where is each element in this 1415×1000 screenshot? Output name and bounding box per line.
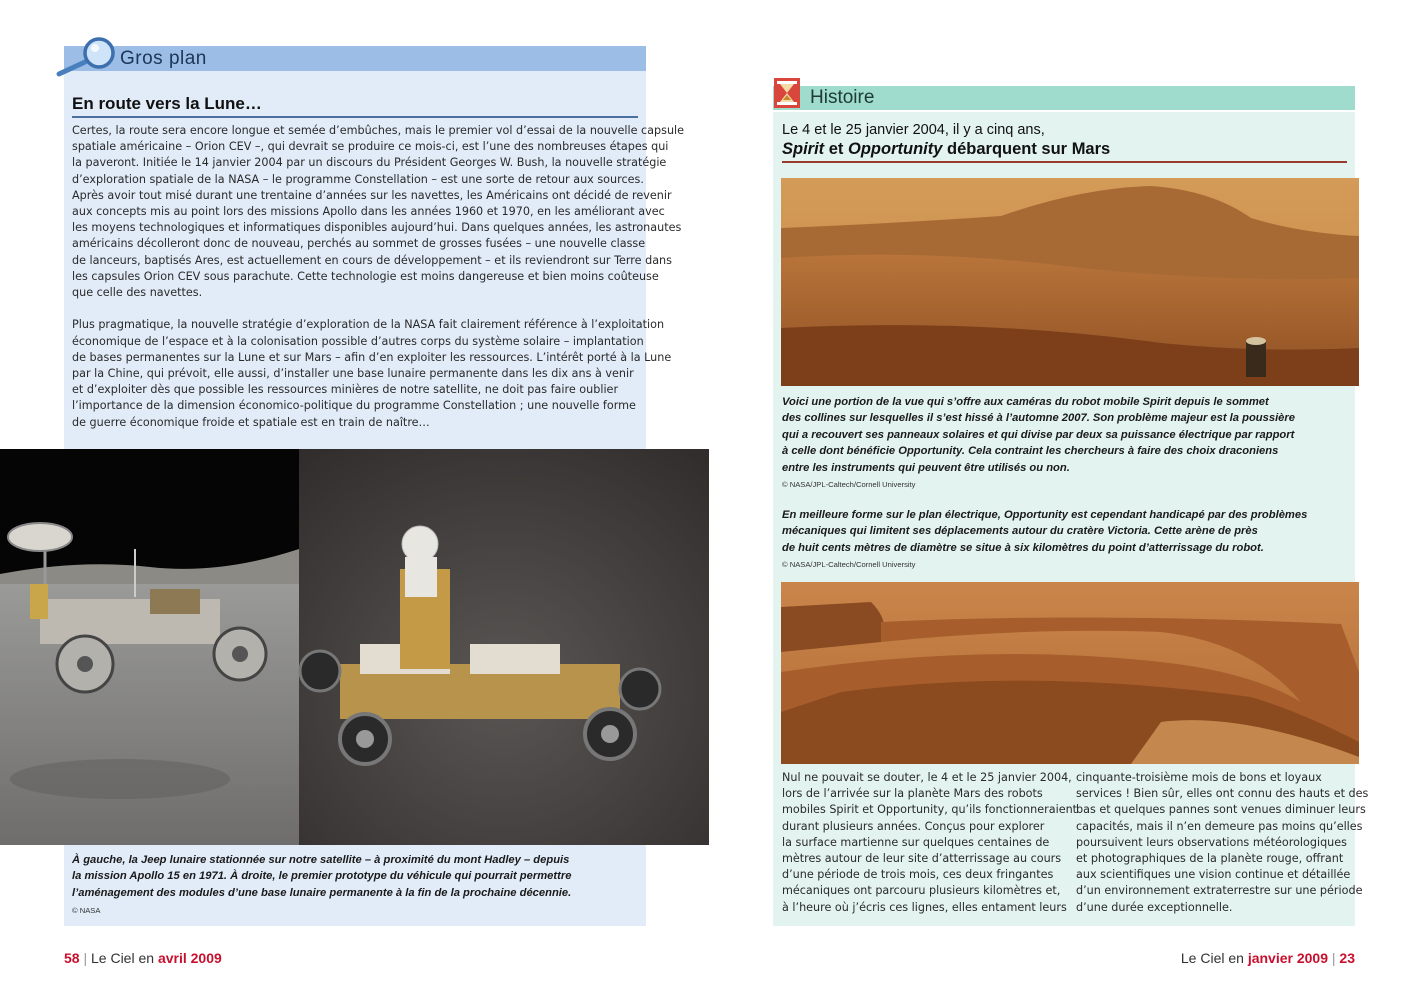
- article-line: cinquante-troisième mois de bons et loyaux: [1076, 771, 1322, 784]
- page-number: 23: [1339, 950, 1355, 966]
- lunar-rovers-photo: [0, 449, 709, 845]
- rover-name-spirit: Spirit: [782, 140, 825, 158]
- issue-month: janvier 2009: [1247, 950, 1328, 966]
- article-line: la surface martienne sur quelques centaines de: [782, 835, 1050, 849]
- page-folio-left: 58 | Le Ciel en avril 2009: [64, 950, 222, 966]
- article-line: lors de l’arrivée sur la planète Mars des robots: [782, 787, 1043, 801]
- article-line: poursuivent leurs observations météorologiques: [1076, 835, 1347, 849]
- photo-caption-1: [782, 394, 1295, 476]
- victoria-crater-photo: [781, 582, 1359, 764]
- caption-line: En meilleure forme sur le plan électrique, Opportunity est cependant handicapé par des problèmes: [782, 509, 1308, 521]
- caption-line: qui a recouvert ses panneaux solaires et qui divise par deux sa puissance électrique par rapport: [782, 428, 1295, 441]
- photo-caption-2: [782, 507, 1307, 556]
- publication-name: Le Ciel en: [91, 950, 155, 966]
- article-line: économique de l’espace et à la colonisation possible d’autres corps du système solaire – implantation: [72, 334, 644, 348]
- article-line: et photographiques de la planète rouge, offrant: [1076, 852, 1344, 866]
- photo-credit: © NASA: [72, 906, 101, 915]
- article-line: mécaniques ont parcouru plusieurs kilomètres et,: [782, 884, 1061, 898]
- photo-caption: [72, 852, 571, 901]
- caption-line: de huit cents mètres de diamètre se situe à six kilomètres du point d’atterrissage du robot.: [782, 541, 1264, 554]
- section-label-histoire: Histoire: [810, 87, 875, 108]
- article-title: [782, 140, 1110, 159]
- caption-line: Voici une portion de la vue qui s’offre aux caméras du robot mobile Spirit depuis le sommet: [782, 396, 1269, 408]
- hourglass-icon: [774, 78, 800, 108]
- article-line: Après avoir tout misé durant une trentaine d’années sur les navettes, les Américains ont décidé de revenir: [72, 188, 672, 202]
- title-rest: débarquent sur Mars: [942, 140, 1111, 158]
- article-line: que celle des navettes.: [72, 286, 203, 300]
- article-line: capacités, mais il n’en demeure pas moins qu’elles: [1076, 819, 1363, 833]
- publication-name: Le Ciel en: [1180, 950, 1244, 966]
- article-title: En route vers la Lune…: [72, 94, 262, 113]
- article-line: les capsules Orion CEV sous parachute. Cette technologie est moins dangereuse et bien moins coûteuse: [72, 269, 659, 283]
- rover-name-opportunity: Opportunity: [848, 140, 943, 158]
- article-line: aux concepts mis au point lors des missions Apollo dans les années 1960 et 1970, en les améliorant avec: [72, 205, 665, 219]
- photo-credit-1: © NASA/JPL-Caltech/Cornell University: [782, 480, 916, 489]
- title-rule: [782, 161, 1347, 163]
- page-folio-right: Le Ciel en janvier 2009 | 23: [1180, 950, 1355, 966]
- article-line: à l’heure où j’écris ces lignes, elles entament leurs: [782, 900, 1067, 914]
- article-line: services ! Bien sûr, elles ont connu des hauts et des: [1076, 787, 1369, 801]
- photo-credit-2: © NASA/JPL-Caltech/Cornell University: [782, 560, 916, 569]
- caption-line: À gauche, la Jeep lunaire stationnée sur notre satellite – à proximité du mont Hadley – depuis: [72, 854, 570, 866]
- mars-hills-photo: [781, 178, 1359, 386]
- article-line: Certes, la route sera encore longue et semée d’embûches, mais le premier vol d’essai de la nouvelle capsule: [72, 124, 685, 137]
- title-connector: et: [824, 140, 849, 158]
- magnifier-icon: [55, 36, 117, 78]
- article-line: d’une durée exceptionnelle.: [1076, 900, 1233, 914]
- section-label-gros-plan: Gros plan: [120, 48, 207, 69]
- article-line: les moyens technologiques et informatiques disponibles aujourd’hui. Dans quelques années, les astronautes: [72, 221, 682, 235]
- article-line: d’exploration spatiale de la NASA – le programme Constellation – est une sorte de retour aux sources.: [72, 172, 644, 186]
- article-line: l’importance de la dimension économico-politique du programme Constellation ; une nouvelle forme: [72, 399, 636, 413]
- article-column-2: [1076, 770, 1368, 916]
- title-rule: [72, 116, 638, 118]
- caption-line: entre les instruments qui peuvent être utilisés ou non.: [782, 461, 1070, 474]
- article-column-1: [782, 770, 1077, 916]
- caption-line: des collines sur lesquelles il s’est hissé à l’automne 2007. Son problème majeur est la poussière: [782, 412, 1295, 425]
- article-line: par la Chine, qui prévoit, elle aussi, d’installer une base lunaire permanente dans les dix ans à venir: [72, 367, 634, 381]
- article-line: Nul ne pouvait se douter, le 4 et le 25 janvier 2004,: [782, 771, 1072, 784]
- article-line: la paveront. Initiée le 14 janvier 2004 par un discours du Président Georges W. Bush, la nouvelle stratégie: [72, 156, 667, 170]
- caption-line: la mission Apollo 15 en 1971. À droite, le premier prototype du véhicule qui pourrait permettre: [72, 870, 572, 883]
- article-line: de bases permanentes sur la Lune et sur Mars – afin d’en exploiter les ressources. L’intérêt porté à la Lune: [72, 350, 672, 364]
- article-line: spatiale américaine – Orion CEV –, qui devrait se produire ce mois-ci, est l’une des nombreuses étapes qui: [72, 140, 669, 154]
- article-line: aux scientifiques une vision continue et détaillée: [1076, 868, 1351, 882]
- caption-line: l’aménagement des modules d’une base lunaire permanente à la fin de la prochaine décennie.: [72, 886, 572, 899]
- page-number: 58: [64, 950, 80, 966]
- article-line: de lanceurs, baptisés Ares, est actuellement en cours de développement – et ils reviendront sur Terre dans: [72, 253, 672, 267]
- article-intro: Le 4 et le 25 janvier 2004, il y a cinq ans,: [782, 122, 1045, 138]
- article-body: [72, 123, 685, 431]
- article-line: d’un environnement extraterrestre sur une période: [1076, 884, 1363, 898]
- article-line: mètres autour de leur site d’atterrissage au cours: [782, 852, 1062, 866]
- article-line: de guerre économique froide et spatiale est en train de naître…: [72, 415, 430, 429]
- article-line: d’une période de trois mois, ces deux fringantes: [782, 868, 1054, 882]
- article-line: mobiles Spirit et Opportunity, qu’ils fonctionneraient: [782, 803, 1078, 817]
- article-line: bas et quelques pannes sont venues diminuer leurs: [1076, 803, 1366, 817]
- caption-line: à celle dont bénéficie Opportunity. Cela contraint les chercheurs à faire des choix draconiens: [782, 445, 1279, 458]
- article-line: et d’exploiter dès que possible les ressources minières de notre satellite, ne doit pas faire oublier: [72, 383, 619, 397]
- issue-month: avril 2009: [157, 950, 222, 966]
- paragraph-gap: [72, 301, 642, 317]
- article-line: durant plusieurs années. Conçus pour explorer: [782, 819, 1045, 833]
- caption-line: mécaniques qui limitent ses déplacements autour du cratère Victoria. Cette arène de près: [782, 525, 1258, 538]
- article-line: Plus pragmatique, la nouvelle stratégie d’exploration de la NASA fait clairement référence à l’exploitation: [72, 318, 665, 332]
- article-line: américains décolleront donc de nouveau, perchés au sommet de grosses fusées – une nouvelle classe: [72, 237, 646, 251]
